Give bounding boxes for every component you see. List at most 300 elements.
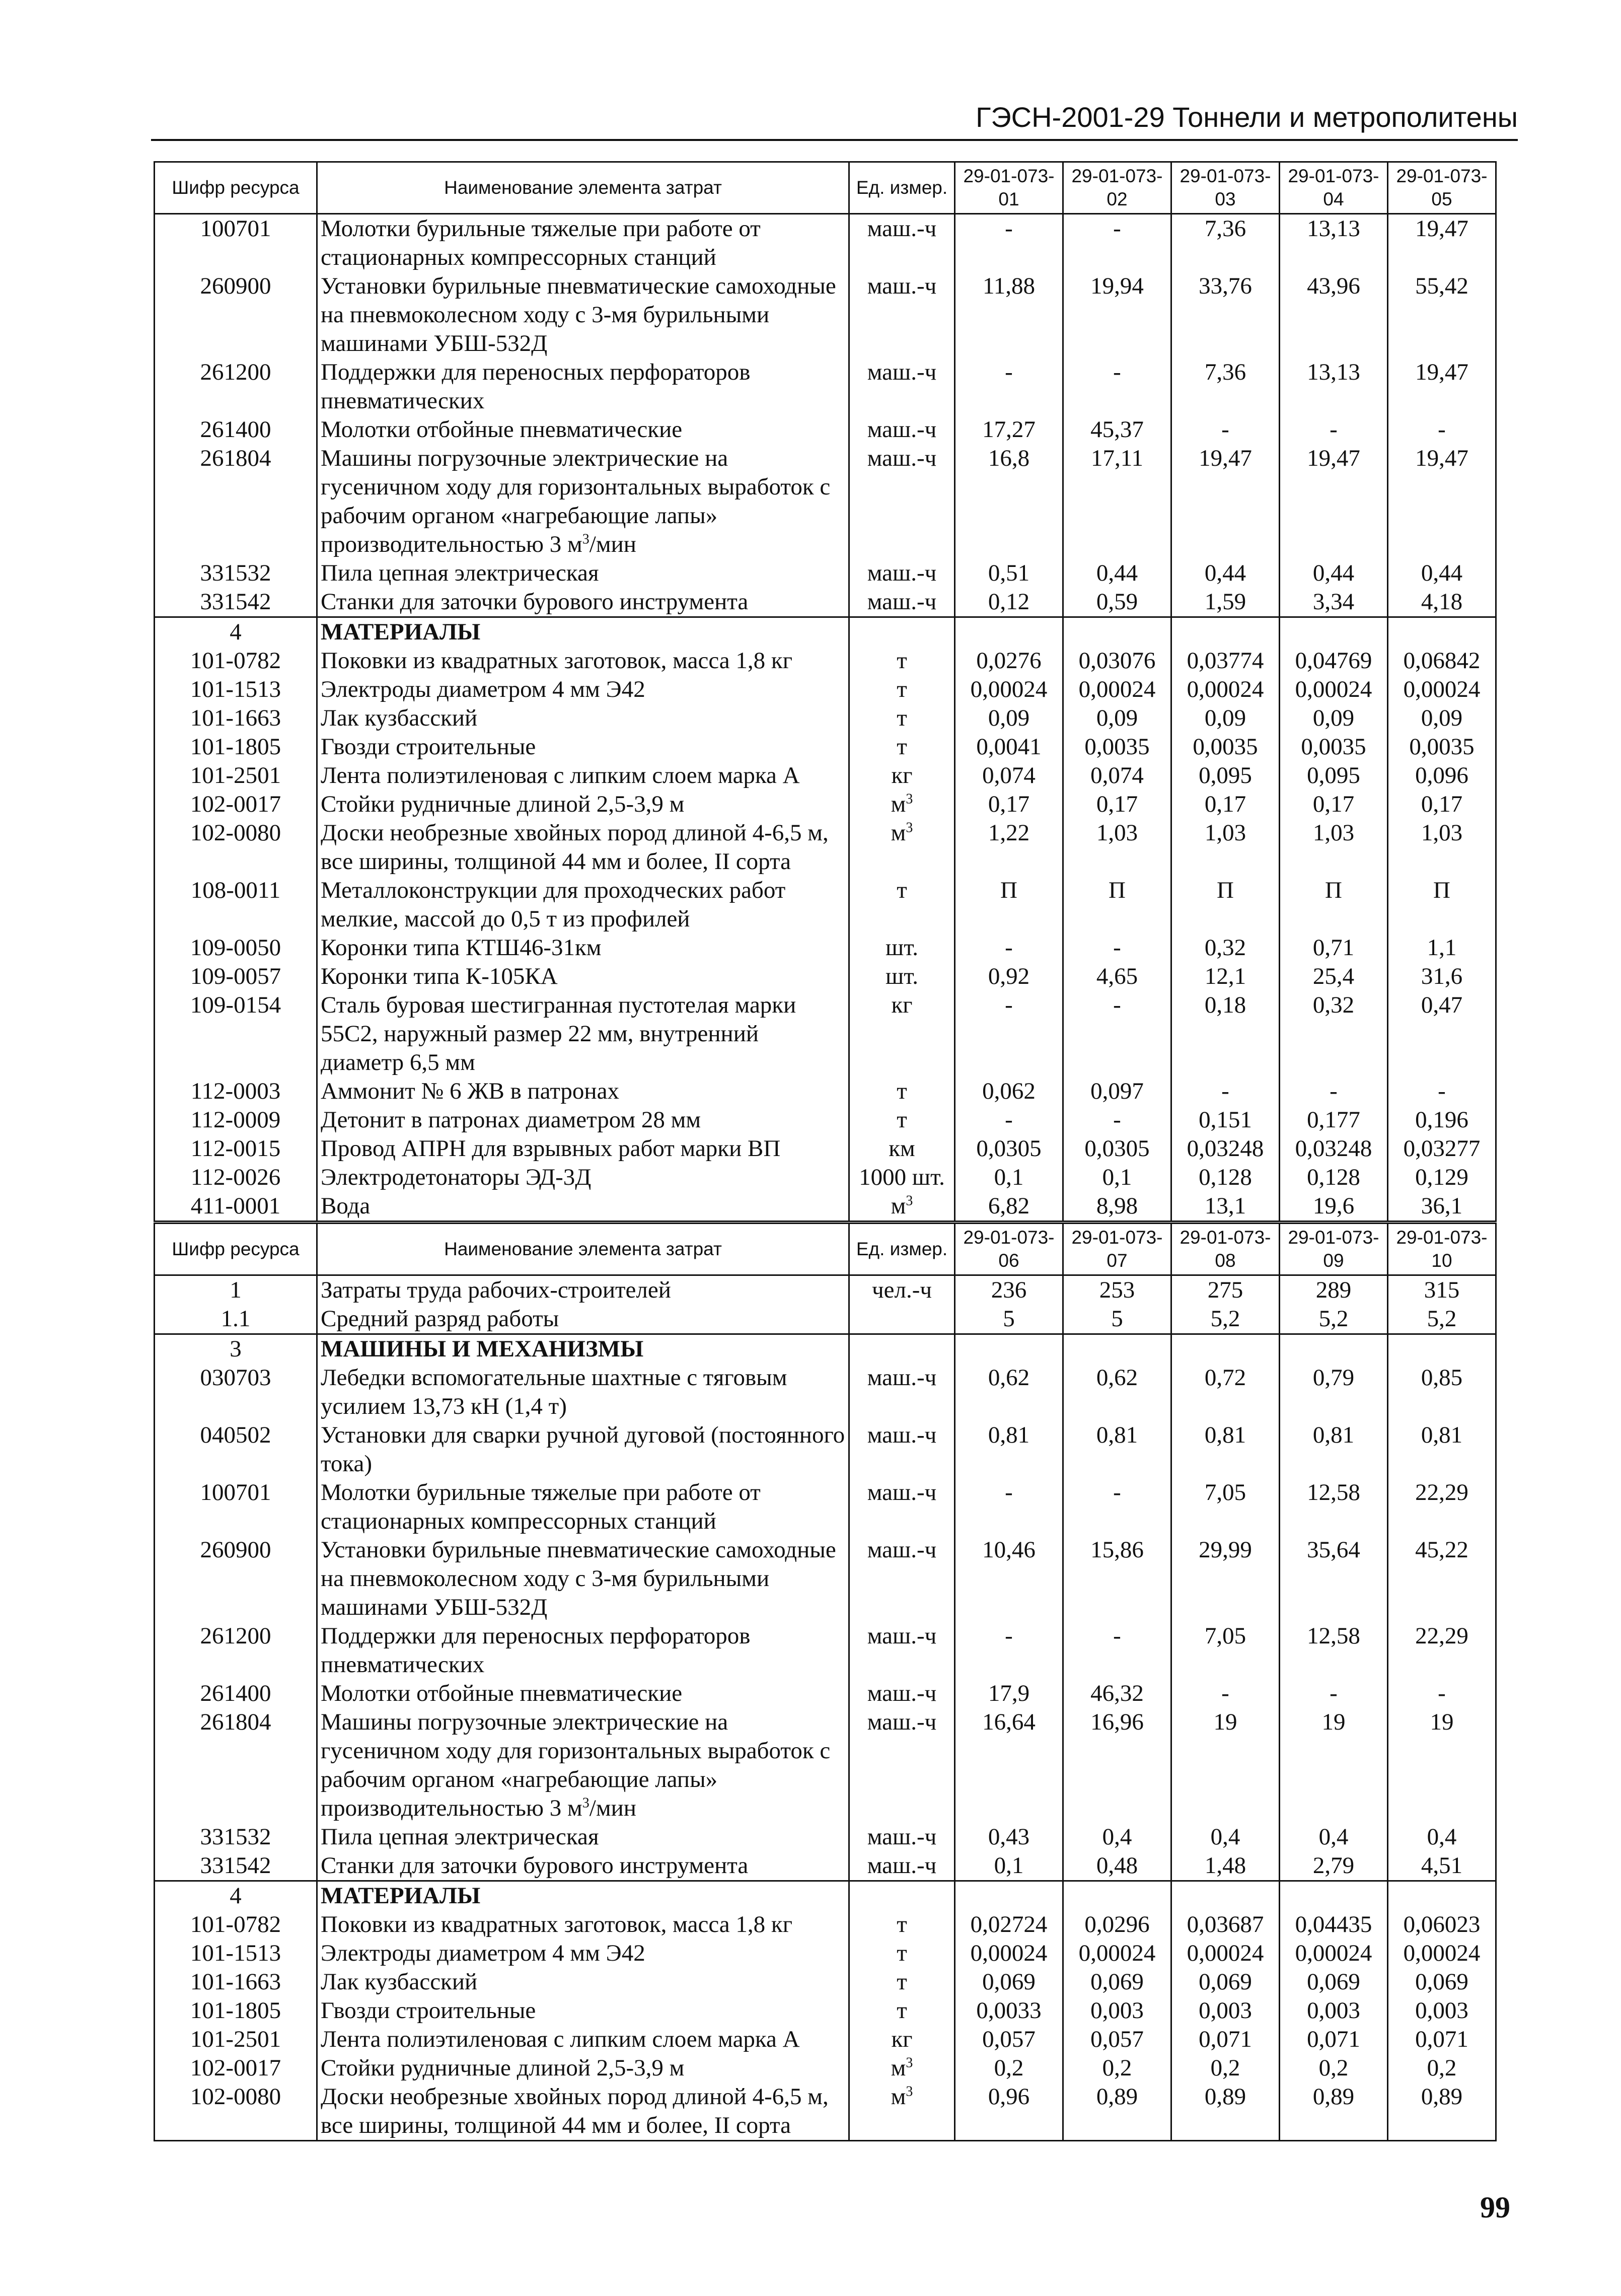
value-cell: 5: [1063, 1305, 1171, 1334]
value-cell: -: [1063, 214, 1171, 272]
value-cell: 0,03774: [1171, 647, 1280, 675]
table-row: [155, 1364, 1496, 1421]
unit-cell: $м^3$: [849, 790, 955, 819]
value-cell: 19: [1388, 1708, 1496, 1823]
value-cell: 19,94: [1063, 272, 1171, 358]
column-header-code: Шифр ресурса: [155, 1224, 317, 1275]
resource-code-cell: 102-0017: [155, 790, 317, 819]
resource-code-cell: 101-1513: [155, 1939, 317, 1968]
unit-cell: т: [849, 1939, 955, 1968]
table-body: [155, 1275, 1496, 2141]
value-cell: 0,03277: [1388, 1134, 1496, 1163]
value-cell: 0,89: [1063, 2083, 1171, 2141]
resource-code-cell: 102-0017: [155, 2054, 317, 2083]
value-cell: П: [1171, 876, 1280, 934]
column-header-norm-code: 29-01-073-10: [1388, 1224, 1496, 1275]
resource-code-cell: 101-1663: [155, 1968, 317, 1996]
value-cell: 0,44: [1063, 559, 1171, 588]
resource-code-cell: 101-1805: [155, 733, 317, 761]
table-row: [155, 1077, 1496, 1106]
value-cell: 0,2: [1063, 2054, 1171, 2083]
table-row: [155, 415, 1496, 444]
unit-cell: т: [849, 675, 955, 704]
value-cell: 0,062: [955, 1077, 1063, 1106]
value-cell: -: [1063, 1622, 1171, 1679]
table-row: [155, 962, 1496, 991]
value-cell: 0,51: [955, 559, 1063, 588]
value-cell: 0,1: [955, 1851, 1063, 1881]
value-cell: 7,36: [1171, 214, 1280, 272]
table-row: [155, 876, 1496, 934]
table-row: [155, 1910, 1496, 1939]
value-cell: 253: [1063, 1275, 1171, 1305]
value-cell: 0,00024: [955, 1939, 1063, 1968]
column-header-norm-code: 29-01-073-02: [1063, 162, 1171, 214]
value-cell: 0,62: [1063, 1364, 1171, 1421]
value-cell: 7,36: [1171, 358, 1280, 415]
resource-code-cell: 260900: [155, 1536, 317, 1622]
table-row: [155, 733, 1496, 761]
value-cell: 12,1: [1171, 962, 1280, 991]
value-cell: 5,2: [1280, 1305, 1388, 1334]
page-number: 99: [1480, 2191, 1510, 2224]
value-cell: -: [955, 991, 1063, 1077]
value-cell: [1063, 1334, 1171, 1364]
value-cell: 19,6: [1280, 1192, 1388, 1222]
table-row: [155, 214, 1496, 272]
value-cell: 0,09: [1063, 704, 1171, 733]
resource-name-cell: Гвозди строительные: [317, 1996, 849, 2025]
column-header-norm-code: 29-01-073-07: [1063, 1224, 1171, 1275]
resource-name-cell: Поддержки для переносных перфораторов пневматических: [317, 358, 849, 415]
unit-cell: т: [849, 1910, 955, 1939]
resource-code-cell: 101-0782: [155, 1910, 317, 1939]
value-cell: 0,44: [1280, 559, 1388, 588]
resource-name-cell: Станки для заточки бурового инструмента: [317, 1851, 849, 1881]
resource-name-cell: Лента полиэтиленовая с липким слоем марка А: [317, 761, 849, 790]
value-cell: 0,96: [955, 2083, 1063, 2141]
value-cell: 0,2: [1388, 2054, 1496, 2083]
table-row: [155, 1708, 1496, 1823]
resource-name-cell: МАТЕРИАЛЫ: [317, 1881, 849, 1911]
value-cell: 0,00024: [1171, 675, 1280, 704]
column-header-unit: Ед. измер.: [849, 1224, 955, 1275]
value-cell: 19: [1280, 1708, 1388, 1823]
value-cell: 0,2: [955, 2054, 1063, 2083]
value-cell: -: [1171, 415, 1280, 444]
column-header-norm-code: 29-01-073-04: [1280, 162, 1388, 214]
resource-code-cell: 261400: [155, 415, 317, 444]
resource-name-cell: Электроды диаметром 4 мм Э42: [317, 675, 849, 704]
value-cell: -: [1171, 1679, 1280, 1708]
table-row: [155, 1275, 1496, 1305]
value-cell: 4,18: [1388, 588, 1496, 617]
resource-code-cell: 331532: [155, 1823, 317, 1851]
table-row: [155, 934, 1496, 962]
table-row: [155, 704, 1496, 733]
resource-code-cell: 101-0782: [155, 647, 317, 675]
value-cell: -: [1388, 415, 1496, 444]
section-row: [155, 1881, 1496, 1911]
unit-cell: шт.: [849, 962, 955, 991]
resource-code-cell: 4: [155, 1881, 317, 1911]
value-cell: П: [1388, 876, 1496, 934]
resource-table-2: [154, 1223, 1497, 2141]
value-cell: 0,071: [1171, 2025, 1280, 2054]
value-cell: -: [1388, 1679, 1496, 1708]
value-cell: П: [955, 876, 1063, 934]
unit-cell: маш.-ч: [849, 1823, 955, 1851]
value-cell: 0,177: [1280, 1106, 1388, 1134]
table-row: [155, 1106, 1496, 1134]
value-cell: 0,095: [1280, 761, 1388, 790]
resource-code-cell: 1.1: [155, 1305, 317, 1334]
value-cell: 0,89: [1280, 2083, 1388, 2141]
resource-name-cell: Поддержки для переносных перфораторов пневматических: [317, 1622, 849, 1679]
table-row: [155, 1968, 1496, 1996]
table-row: [155, 1996, 1496, 2025]
value-cell: 15,86: [1063, 1536, 1171, 1622]
value-cell: 0,09: [955, 704, 1063, 733]
resource-name-cell: МАШИНЫ И МЕХАНИЗМЫ: [317, 1334, 849, 1364]
value-cell: 5,2: [1388, 1305, 1496, 1334]
value-cell: 0,85: [1388, 1364, 1496, 1421]
resource-name-cell: Лак кузбасский: [317, 704, 849, 733]
value-cell: 0,72: [1171, 1364, 1280, 1421]
table-row: [155, 2054, 1496, 2083]
resource-code-cell: 102-0080: [155, 2083, 317, 2141]
value-cell: 0,069: [955, 1968, 1063, 1996]
resource-code-cell: 101-1663: [155, 704, 317, 733]
resource-name-cell: Станки для заточки бурового инструмента: [317, 588, 849, 617]
value-cell: 0,071: [1280, 2025, 1388, 2054]
value-cell: 0,096: [1388, 761, 1496, 790]
value-cell: 0,79: [1280, 1364, 1388, 1421]
value-cell: 1,03: [1280, 819, 1388, 876]
value-cell: 0,069: [1063, 1968, 1171, 1996]
value-cell: 0,03687: [1171, 1910, 1280, 1939]
unit-cell: т: [849, 876, 955, 934]
value-cell: 0,18: [1171, 991, 1280, 1077]
unit-cell: чел.-ч: [849, 1275, 955, 1305]
value-cell: -: [1280, 415, 1388, 444]
value-cell: -: [1171, 1077, 1280, 1106]
section-row: [155, 1334, 1496, 1364]
value-cell: -: [955, 934, 1063, 962]
value-cell: [1388, 617, 1496, 647]
table-header-row: [155, 162, 1496, 214]
resource-name-cell: Установки бурильные пневматические самоходные на пневмоколесном ходу с 3-мя бурильными машинами УБШ-532Д: [317, 1536, 849, 1622]
resource-code-cell: 100701: [155, 214, 317, 272]
value-cell: 0,003: [1280, 1996, 1388, 2025]
unit-cell: маш.-ч: [849, 1421, 955, 1478]
value-cell: 0,43: [955, 1823, 1063, 1851]
value-cell: 0,04435: [1280, 1910, 1388, 1939]
value-cell: [1171, 1881, 1280, 1911]
value-cell: 33,76: [1171, 272, 1280, 358]
column-header-name: Наименование элемента затрат: [317, 1224, 849, 1275]
value-cell: 13,1: [1171, 1192, 1280, 1222]
value-cell: 0,71: [1280, 934, 1388, 962]
value-cell: 0,0035: [1063, 733, 1171, 761]
value-cell: 236: [955, 1275, 1063, 1305]
table-row: [155, 1823, 1496, 1851]
column-header-norm-code: 29-01-073-06: [955, 1224, 1063, 1275]
resource-code-cell: 1: [155, 1275, 317, 1305]
resource-code-cell: 109-0154: [155, 991, 317, 1077]
resource-name-cell: Коронки типа КТШ46-31км: [317, 934, 849, 962]
resource-code-cell: 260900: [155, 272, 317, 358]
value-cell: 12,58: [1280, 1622, 1388, 1679]
value-cell: 0,069: [1388, 1968, 1496, 1996]
value-cell: 0,097: [1063, 1077, 1171, 1106]
value-cell: 31,6: [1388, 962, 1496, 991]
value-cell: 0,003: [1063, 1996, 1171, 2025]
resource-name-cell: Провод АПРН для взрывных работ марки ВП: [317, 1134, 849, 1163]
value-cell: 0,17: [1280, 790, 1388, 819]
resource-code-cell: 261200: [155, 1622, 317, 1679]
unit-cell: шт.: [849, 934, 955, 962]
unit-cell: $м^3$: [849, 2054, 955, 2083]
value-cell: 0,81: [1171, 1421, 1280, 1478]
table-row: [155, 1622, 1496, 1679]
resource-name-cell: Машины погрузочные электрические на гусеничном ходу для горизонтальных выработок с рабочим органом «нагребающие лапы» производительностью 3 $м^3$/мин: [317, 444, 849, 559]
resource-code-cell: 109-0057: [155, 962, 317, 991]
value-cell: 0,00024: [1171, 1939, 1280, 1968]
value-cell: [1063, 1881, 1171, 1911]
table-row: [155, 761, 1496, 790]
unit-cell: маш.-ч: [849, 588, 955, 617]
value-cell: [1388, 1881, 1496, 1911]
value-cell: 36,1: [1388, 1192, 1496, 1222]
value-cell: 0,32: [1280, 991, 1388, 1077]
value-cell: 0,00024: [1063, 675, 1171, 704]
resource-table-1: [154, 161, 1497, 1222]
unit-cell: [849, 617, 955, 647]
table-row: [155, 790, 1496, 819]
resource-name-cell: Поковки из квадратных заготовок, масса 1,8 кг: [317, 1910, 849, 1939]
value-cell: 0,81: [1063, 1421, 1171, 1478]
resource-code-cell: 261804: [155, 1708, 317, 1823]
table-row: [155, 2083, 1496, 2141]
value-cell: 0,095: [1171, 761, 1280, 790]
table-row: [155, 1478, 1496, 1536]
unit-cell: маш.-ч: [849, 1622, 955, 1679]
value-cell: 0,0035: [1280, 733, 1388, 761]
value-cell: 46,32: [1063, 1679, 1171, 1708]
resource-name-cell: Доски необрезные хвойных пород длиной 4-6,5 м, все ширины, толщиной 44 мм и более, II сорта: [317, 819, 849, 876]
resource-name-cell: Молотки бурильные тяжелые при работе от стационарных компрессорных станций: [317, 1478, 849, 1536]
value-cell: 0,128: [1280, 1163, 1388, 1192]
value-cell: 275: [1171, 1275, 1280, 1305]
value-cell: 55,42: [1388, 272, 1496, 358]
value-cell: 0,59: [1063, 588, 1171, 617]
resource-code-cell: 331532: [155, 559, 317, 588]
table-row: [155, 559, 1496, 588]
column-header-code: Шифр ресурса: [155, 162, 317, 214]
value-cell: 0,17: [955, 790, 1063, 819]
value-cell: 19,47: [1388, 444, 1496, 559]
resource-code-cell: 112-0009: [155, 1106, 317, 1134]
unit-cell: $м^3$: [849, 819, 955, 876]
value-cell: 19,47: [1388, 358, 1496, 415]
value-cell: 11,88: [955, 272, 1063, 358]
value-cell: 0,00024: [1063, 1939, 1171, 1968]
resource-name-cell: Лак кузбасский: [317, 1968, 849, 1996]
resource-name-cell: Электроды диаметром 4 мм Э42: [317, 1939, 849, 1968]
value-cell: 0,17: [1388, 790, 1496, 819]
value-cell: П: [1280, 876, 1388, 934]
value-cell: 0,2: [1171, 2054, 1280, 2083]
value-cell: -: [1063, 1478, 1171, 1536]
value-cell: 0,00024: [955, 675, 1063, 704]
resource-name-cell: МАТЕРИАЛЫ: [317, 617, 849, 647]
value-cell: 0,09: [1171, 704, 1280, 733]
table-row: [155, 1134, 1496, 1163]
value-cell: 22,29: [1388, 1622, 1496, 1679]
table-row: [155, 272, 1496, 358]
value-cell: 1,48: [1171, 1851, 1280, 1881]
value-cell: 0,069: [1171, 1968, 1280, 1996]
resource-name-cell: Лебедки вспомогательные шахтные с тяговым усилием 13,73 кН (1,4 т): [317, 1364, 849, 1421]
unit-cell: маш.-ч: [849, 1679, 955, 1708]
resource-name-cell: Средний разряд работы: [317, 1305, 849, 1334]
value-cell: 0,48: [1063, 1851, 1171, 1881]
resource-code-cell: 101-1513: [155, 675, 317, 704]
resource-name-cell: Детонит в патронах диаметром 28 мм: [317, 1106, 849, 1134]
value-cell: 17,27: [955, 415, 1063, 444]
value-cell: 43,96: [1280, 272, 1388, 358]
value-cell: 0,32: [1171, 934, 1280, 962]
unit-cell: т: [849, 647, 955, 675]
value-cell: -: [1063, 358, 1171, 415]
resource-code-cell: 331542: [155, 588, 317, 617]
column-header-norm-code: 29-01-073-08: [1171, 1224, 1280, 1275]
value-cell: П: [1063, 876, 1171, 934]
resource-name-cell: Установки бурильные пневматические самоходные на пневмоколесном ходу с 3-мя бурильными машинами УБШ-532Д: [317, 272, 849, 358]
value-cell: 0,44: [1171, 559, 1280, 588]
resource-name-cell: Сталь буровая шестигранная пустотелая марки 55С2, наружный размер 22 мм, внутренний диаметр 6,5 мм: [317, 991, 849, 1077]
resource-code-cell: 4: [155, 617, 317, 647]
value-cell: -: [955, 1622, 1063, 1679]
value-cell: [955, 617, 1063, 647]
unit-cell: маш.-ч: [849, 214, 955, 272]
table-row: [155, 1163, 1496, 1192]
value-cell: 7,05: [1171, 1478, 1280, 1536]
value-cell: 35,64: [1280, 1536, 1388, 1622]
resource-code-cell: 261200: [155, 358, 317, 415]
value-cell: -: [1063, 1106, 1171, 1134]
value-cell: 0,4: [1388, 1823, 1496, 1851]
resource-code-cell: 261400: [155, 1679, 317, 1708]
table-row: [155, 444, 1496, 559]
value-cell: -: [1063, 934, 1171, 962]
value-cell: 0,00024: [1280, 675, 1388, 704]
value-cell: 0,003: [1388, 1996, 1496, 2025]
value-cell: 0,0305: [955, 1134, 1063, 1163]
resource-code-cell: 101-1805: [155, 1996, 317, 2025]
value-cell: 17,11: [1063, 444, 1171, 559]
unit-cell: т: [849, 704, 955, 733]
resource-code-cell: 112-0015: [155, 1134, 317, 1163]
resource-code-cell: 331542: [155, 1851, 317, 1881]
value-cell: 22,29: [1388, 1478, 1496, 1536]
value-cell: -: [1280, 1679, 1388, 1708]
value-cell: 0,09: [1388, 704, 1496, 733]
value-cell: -: [1280, 1077, 1388, 1106]
value-cell: 0,057: [955, 2025, 1063, 2054]
value-cell: 16,96: [1063, 1708, 1171, 1823]
table-row: [155, 588, 1496, 617]
unit-cell: км: [849, 1134, 955, 1163]
unit-cell: т: [849, 1077, 955, 1106]
column-header-unit: Ед. измер.: [849, 162, 955, 214]
unit-cell: т: [849, 733, 955, 761]
value-cell: 0,00024: [1388, 675, 1496, 704]
value-cell: 0,09: [1280, 704, 1388, 733]
table-row: [155, 819, 1496, 876]
unit-cell: 1000 шт.: [849, 1163, 955, 1192]
value-cell: 0,47: [1388, 991, 1496, 1077]
value-cell: 0,81: [1280, 1421, 1388, 1478]
value-cell: 0,069: [1280, 1968, 1388, 1996]
resource-name-cell: Молотки отбойные пневматические: [317, 415, 849, 444]
value-cell: [1388, 1334, 1496, 1364]
resource-name-cell: Аммонит № 6 ЖВ в патронах: [317, 1077, 849, 1106]
resource-name-cell: Молотки отбойные пневматические: [317, 1679, 849, 1708]
resource-name-cell: Затраты труда рабочих-строителей: [317, 1275, 849, 1305]
value-cell: 0,071: [1388, 2025, 1496, 2054]
value-cell: 0,196: [1388, 1106, 1496, 1134]
value-cell: 0,02724: [955, 1910, 1063, 1939]
value-cell: 2,79: [1280, 1851, 1388, 1881]
table-row: [155, 647, 1496, 675]
value-cell: 0,17: [1063, 790, 1171, 819]
value-cell: 0,92: [955, 962, 1063, 991]
resource-name-cell: Вода: [317, 1192, 849, 1222]
value-cell: 16,64: [955, 1708, 1063, 1823]
resource-name-cell: Пила цепная электрическая: [317, 1823, 849, 1851]
value-cell: 0,003: [1171, 1996, 1280, 2025]
column-header-norm-code: 29-01-073-09: [1280, 1224, 1388, 1275]
value-cell: 0,057: [1063, 2025, 1171, 2054]
value-cell: 1,03: [1063, 819, 1171, 876]
value-cell: -: [955, 358, 1063, 415]
value-cell: 29,99: [1171, 1536, 1280, 1622]
value-cell: 0,1: [1063, 1163, 1171, 1192]
table-row: [155, 2025, 1496, 2054]
table-body: [155, 214, 1496, 1222]
value-cell: 1,59: [1171, 588, 1280, 617]
value-cell: 0,12: [955, 588, 1063, 617]
value-cell: 6,82: [955, 1192, 1063, 1222]
value-cell: 0,074: [955, 761, 1063, 790]
value-cell: 0,0296: [1063, 1910, 1171, 1939]
value-cell: 0,0276: [955, 647, 1063, 675]
value-cell: 0,0305: [1063, 1134, 1171, 1163]
value-cell: 0,44: [1388, 559, 1496, 588]
value-cell: 0,81: [1388, 1421, 1496, 1478]
resource-code-cell: 109-0050: [155, 934, 317, 962]
value-cell: 0,62: [955, 1364, 1063, 1421]
value-cell: 1,03: [1388, 819, 1496, 876]
value-cell: 0,0035: [1171, 733, 1280, 761]
unit-cell: маш.-ч: [849, 415, 955, 444]
value-cell: 0,06023: [1388, 1910, 1496, 1939]
unit-cell: [849, 1881, 955, 1911]
value-cell: 19,47: [1388, 214, 1496, 272]
resource-name-cell: Молотки бурильные тяжелые при работе от стационарных компрессорных станций: [317, 214, 849, 272]
